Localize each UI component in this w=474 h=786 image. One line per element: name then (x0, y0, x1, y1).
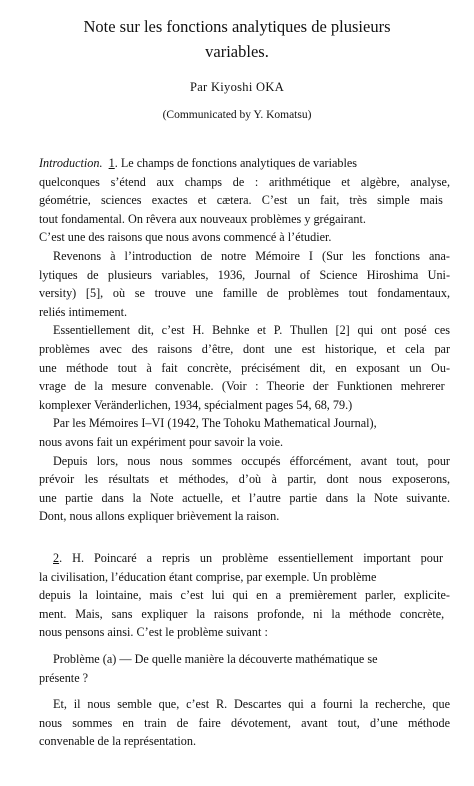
paragraph-line: Problème (a) — De quelle manière la découverte mathématique se (53, 651, 378, 666)
paragraph-line: ment. Mais, sans expliquer la raisons profonde, ni la méthode concrète, (39, 606, 445, 621)
paragraph-line: nous avons fait un expériment pour savoir la voie. (39, 434, 284, 449)
section-number-2: 2 (53, 551, 60, 565)
paragraph-probleme-a (39, 650, 450, 687)
paragraph-line: présente ? (39, 670, 89, 685)
paragraph-line: quelconques s’étend aux champs de : arithmétique et algèbre, analyse, (39, 174, 450, 189)
paragraph-line: prévoir les résultats et méthodes, d’où à partir, dont nous exposerons, (39, 472, 450, 487)
paragraph-line: une méthode tout à fait concrète, précisément dit, en exposant un Ou- (39, 360, 450, 375)
paragraph-line: problèmes avec des raisons d’être, dont une est historique, et cela par (39, 341, 450, 356)
section-2 (39, 549, 450, 751)
paragraph-line: komplexer Veränderlichen, 1934, spécialment pages 54, 68, 79.) (39, 397, 353, 412)
paragraph-line: 2. H. Poincaré a repris un problème essentiellement important pour (53, 551, 444, 565)
paragraph-intro (39, 154, 450, 247)
introduction-label: Introduction. (39, 156, 103, 170)
paragraph-line: Dont, nous allons expliquer brièvement la raison. (39, 509, 280, 524)
paper-title (40, 14, 434, 64)
paragraph-line: lytiques de plusieurs variables, 1936, Journal of Science Hiroshima Uni- (39, 267, 450, 282)
title-line-1: Note sur les fonctions analytiques de plusieurs (83, 17, 391, 36)
paragraph-line: géométrie, sciences exactes et cætera. C’est un fait, très simple mais (39, 193, 443, 208)
paragraph-depuis (39, 452, 450, 526)
paragraph-line: vrage de la mesure convenable. (Voir : Theorie der Funktionen mehrerer (39, 379, 445, 394)
paragraph-line: C’est une des raisons que nous avons commencé à l’étudier. (39, 230, 332, 245)
paragraph-line: Revenons à l’introduction de notre Mémoire I (Sur les fonctions ana- (53, 248, 450, 263)
paragraph-line: Depuis lors, nous nous sommes occupés éfforcément, avant tout, pour (53, 453, 450, 468)
paragraph-memoire (39, 247, 450, 321)
paragraph-line: la civilisation, l’éducation étant comprise, par exemple. Un problème (39, 569, 377, 584)
paragraph-line: Par les Mémoires I–VI (1942, The Tohoku Mathematical Journal), (53, 416, 377, 431)
paragraph-line: reliés intimement. (39, 304, 127, 319)
paragraph-line: Introduction. 1. Le champs de fonctions analytiques de variables (39, 156, 358, 170)
paragraph-line: une partie dans la Note actuelle, et l’autre partie dans la Note suivante. (39, 490, 450, 505)
paragraph-line: depuis la lointaine, mais c’est lui qui en a premièrement parler, explicite- (39, 588, 450, 603)
paragraph-descartes (39, 695, 450, 751)
author-line: Par Kiyoshi OKA (189, 80, 285, 94)
paragraph-poincare (39, 549, 450, 642)
title-line-2: variables. (205, 42, 269, 61)
paragraph-memoires (39, 414, 450, 451)
section-number-1: 1 (108, 156, 115, 170)
paragraph-line: Et, il nous semble que, c’est R. Descartes qui a fourni la recherche, que (53, 697, 450, 712)
section-1 (39, 154, 450, 526)
paragraph-line: versity) [5], où se trouve une famille de problèmes tout fondamentaux, (39, 286, 450, 301)
paragraph-line: nous pensons ainsi. C’est le problème suivant : (39, 625, 268, 640)
paragraph-line: convenable de la représentation. (39, 734, 197, 749)
communicated-by-line: (Communicated by Y. Komatsu) (162, 109, 312, 121)
paragraph-line: nous sommes en train de faire dévotement, avant tout, d’une méthode (39, 715, 450, 730)
paragraph-behnke (39, 321, 450, 414)
paragraph-line: tout fondamental. On rêvera aux nouveaux problèmes y grégairant. (39, 211, 366, 226)
paragraph-line: Essentiellement dit, c’est H. Behnke et P. Thullen [2] qui ont posé ces (53, 323, 450, 338)
